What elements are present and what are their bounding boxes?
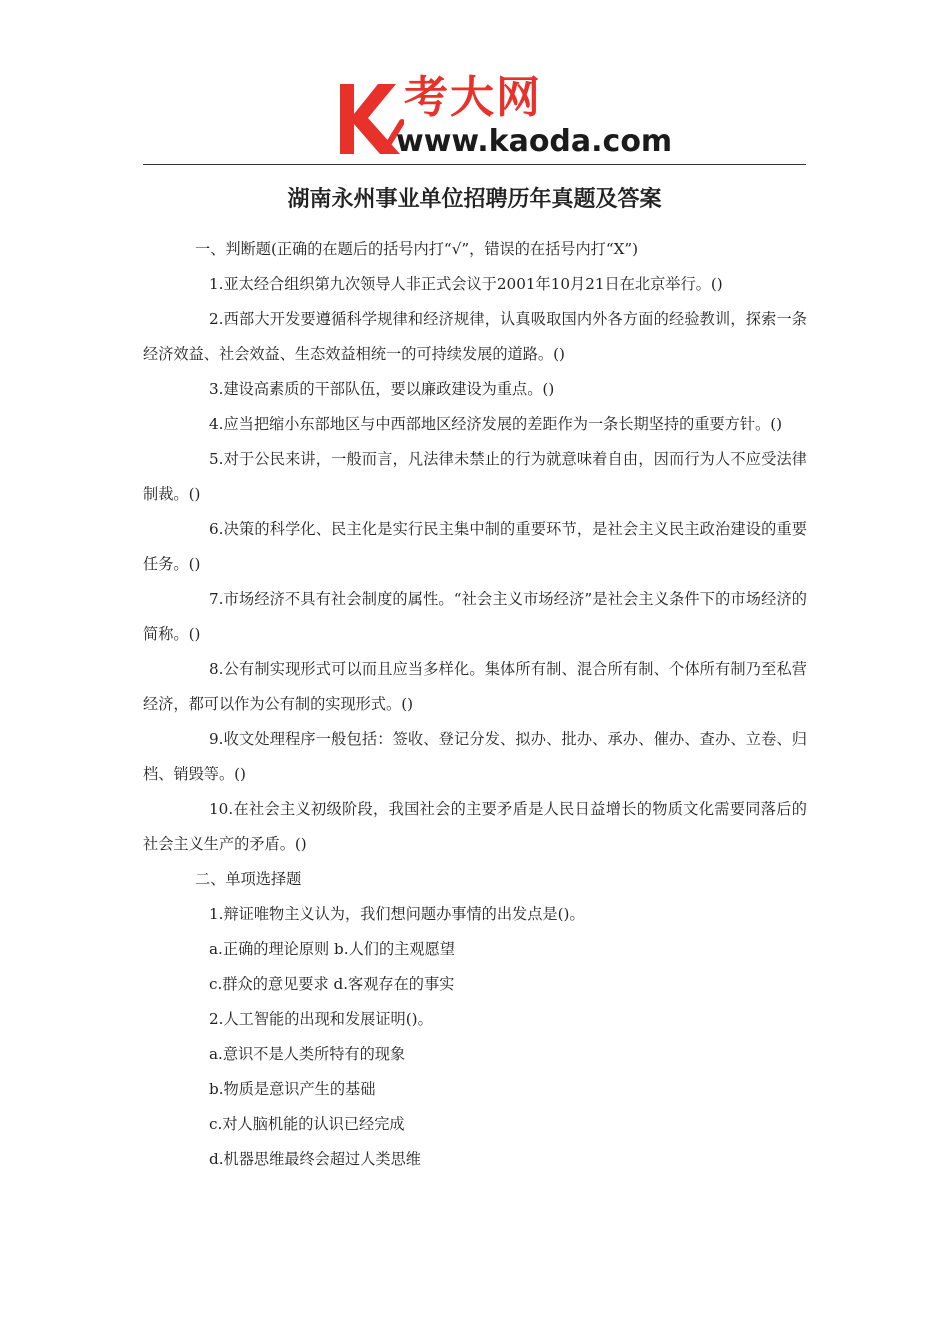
- choice-option: c.群众的意见要求 d.客观存在的事实: [209, 975, 455, 993]
- question-item: 3.建设高素质的干部队伍，要以廉政建设为重点。(): [209, 380, 555, 398]
- choice-option: a.正确的理论原则 b.人们的主观愿望: [209, 940, 455, 958]
- question-item: 2.西部大开发要遵循科学规律和经济规律，认真吸取国内外各方面的经验教训，探索一条经济效益、社会效益、生态效益相统一的可持续发展的道路。(): [143, 310, 807, 363]
- header-divider: [143, 164, 806, 165]
- document-title: 湖南永州事业单位招聘历年真题及答案: [287, 187, 662, 212]
- logo-title: 考大网: [404, 72, 542, 123]
- kaoda-logo: [334, 72, 673, 162]
- choice-question: 1.辩证唯物主义认为，我们想问题办事情的出发点是()。: [209, 905, 585, 923]
- question-item: 4.应当把缩小东部地区与中西部地区经济发展的差距作为一条长期坚持的重要方针。(): [209, 415, 783, 433]
- choice-option: a.意识不是人类所特有的现象: [209, 1045, 406, 1063]
- question-item: 10.在社会主义初级阶段，我国社会的主要矛盾是人民日益增长的物质文化需要同落后的社会主义生产的矛盾。(): [143, 800, 807, 853]
- section-heading-single-choice: 二、单项选择题: [195, 870, 302, 888]
- question-item: 5.对于公民来讲，一般而言，凡法律未禁止的行为就意味着自由，因而行为人不应受法律制裁。(): [143, 450, 807, 503]
- question-item: 1.亚太经合组织第九次领导人非正式会议于2001年10月21日在北京举行。(): [209, 275, 723, 293]
- choice-question: 2.人工智能的出现和发展证明()。: [209, 1010, 433, 1028]
- logo-url: www.kaoda.com: [396, 124, 673, 159]
- k-logo-icon: [334, 78, 404, 158]
- section-heading-true-false: 一、判断题(正确的在题后的括号内打“√”，错误的在括号内打“X”): [195, 240, 639, 258]
- choice-option: d.机器思维最终会超过人类思维: [209, 1150, 421, 1168]
- question-item: 8.公有制实现形式可以而且应当多样化。集体所有制、混合所有制、个体所有制乃至私营经济，都可以作为公有制的实现形式。(): [143, 660, 807, 713]
- question-item: 6.决策的科学化、民主化是实行民主集中制的重要环节，是社会主义民主政治建设的重要任务。(): [143, 520, 807, 573]
- document-body: [143, 232, 807, 1177]
- choice-option: b.物质是意识产生的基础: [209, 1080, 376, 1098]
- question-item: 7.市场经济不具有社会制度的属性。“社会主义市场经济”是社会主义条件下的市场经济的简称。(): [143, 590, 807, 643]
- choice-option: c.对人脑机能的认识已经完成: [209, 1115, 405, 1133]
- question-item: 9.收文处理程序一般包括：签收、登记分发、拟办、批办、承办、催办、查办、立卷、归档、销毁等。(): [143, 730, 807, 783]
